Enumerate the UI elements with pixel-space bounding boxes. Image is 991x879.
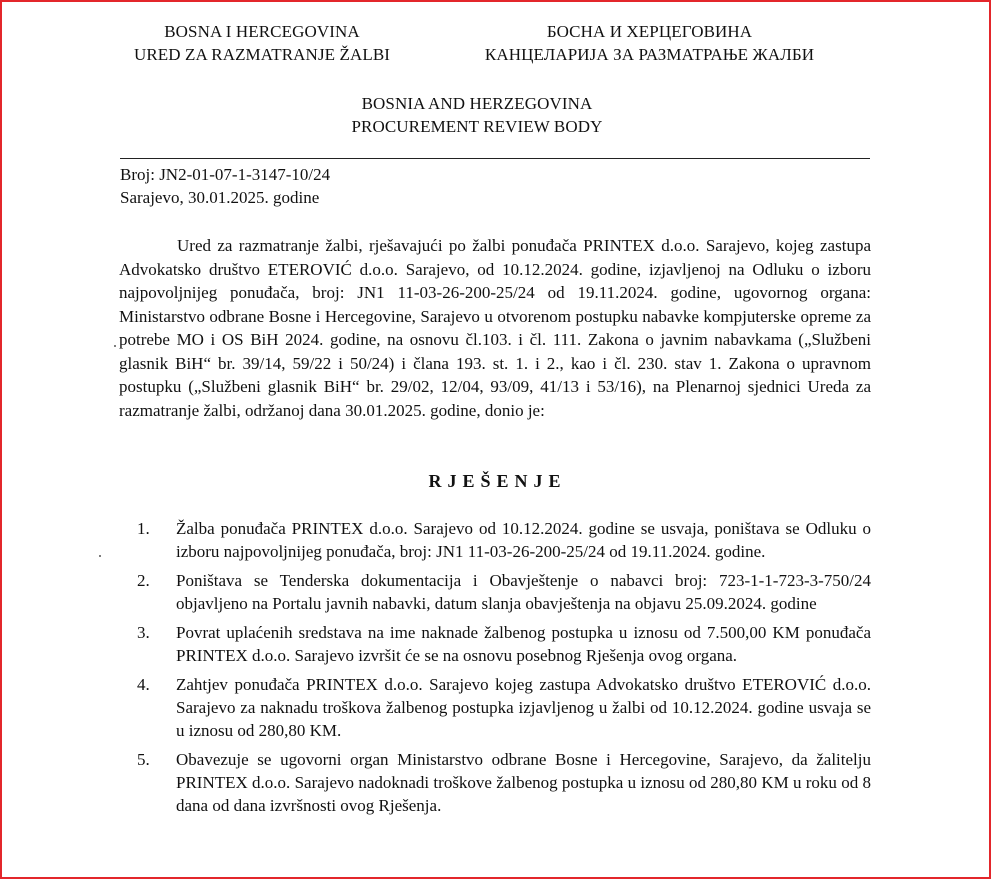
- item-number: 4.: [137, 675, 150, 694]
- item-text: Zahtjev ponuđača PRINTEX d.o.o. Sarajevo kojeg zastupa Advokatsko društvo ETEROVIĆ d.o.o. Sarajevo za naknadu troškova žalbenog postupka izjavljenog u žalbi od 10.12.2024. godine usvaja se u iznosu od 280,80 KM.: [176, 675, 871, 740]
- header-institution-cyrillic: КАНЦЕЛАРИЈА ЗА РАЗМАТРАЊЕ ЖАЛБИ: [484, 45, 815, 64]
- decision-item: [137, 517, 871, 563]
- scan-speck: [99, 555, 101, 557]
- decision-items-list: [137, 517, 871, 823]
- intro-paragraph: Ured za razmatranje žalbi, rješavajući po žalbi ponuđača PRINTEX d.o.o. Sarajevo, kojeg zastupa Advokatsko društvo ETEROVIĆ d.o.o. Sarajevo, od 10.12.2024. godine, izjavljenoj na Odluku o izboru najpovoljnijeg ponuđača, broj: JN1 11-03-26-200-25/24 od 19.11.2024. godine, ugovornog organa: Ministarstvo odbrane Bosne i Hercegovine, Sarajevo u otvorenom postupku nabavke kompjuterske opreme za potrebe MO i OS BiH 2024. godine, na osnovu čl.103. i čl. 111. Zakona o javnim nabavkama („Službeni glasnik BiH“ br. 39/14, 59/22 i 50/24) i člana 193. st. 1. i 2., kao i čl. 230. stav 1. Zakona o upravnom postupku („Službeni glasnik BiH“ br. 29/02, 12/04, 93/09, 41/13 i 53/16), na Plenarnoj sjednici Ureda za razmatranje žalbi, održanoj dana 30.01.2025. godine, donio je:: [119, 236, 871, 420]
- item-number: 5.: [137, 750, 150, 769]
- decision-item: [137, 673, 871, 742]
- document-meta: [120, 163, 330, 209]
- decision-item: [137, 748, 871, 817]
- header-country-cyrillic: БОСНА И ХЕРЦЕГОВИНА: [546, 22, 753, 41]
- header-institution-english: PROCUREMENT REVIEW BODY: [351, 117, 603, 136]
- header-institution-latin: URED ZA RAZMATRANJE ŽALBI: [133, 45, 391, 64]
- decision-title: RJEŠENJE: [428, 471, 567, 491]
- item-number: 2.: [137, 571, 150, 590]
- decision-item: [137, 569, 871, 615]
- header-country-english: BOSNIA AND HERZEGOVINA: [361, 94, 593, 113]
- header-cyrillic: [467, 20, 832, 66]
- item-text: Žalba ponuđača PRINTEX d.o.o. Sarajevo od 10.12.2024. godine se usvaja, poništava se Odluku o izboru najpovoljnijeg ponuđača, broj: JN1 11-03-26-200-25/24 od 19.11.2024. godine.: [176, 519, 871, 561]
- document-number: Broj: JN2-01-07-1-3147-10/24: [120, 165, 331, 184]
- document-place-date: Sarajevo, 30.01.2025. godine: [120, 188, 320, 207]
- item-text: Poništava se Tenderska dokumentacija i Obavještenje o nabavci broj: 723-1-1-723-3-750/24 objavljeno na Portalu javnih nabavki, datum slanja obavještenja na objavu 25.09.2024. godine: [176, 571, 871, 613]
- item-text: Povrat uplaćenih sredstava na ime naknade žalbenog postupka u iznosu od 7.500,00 KM ponuđača PRINTEX d.o.o. Sarajevo izvršit će se na osnovu posebnog Rješenja ovog organa.: [176, 623, 871, 665]
- decision-item: [137, 621, 871, 667]
- header-bosnian-latin: [102, 20, 422, 66]
- header-country-latin: BOSNA I HERCEGOVINA: [164, 22, 360, 41]
- header-divider: [120, 158, 870, 159]
- item-number: 3.: [137, 623, 150, 642]
- item-number: 1.: [137, 519, 150, 538]
- item-text: Obavezuje se ugovorni organ Ministarstvo odbrane Bosne i Hercegovine, Sarajevo, da žalitelju PRINTEX d.o.o. Sarajevo nadoknadi troškove žalbenog postupka u iznosu od 280,80 KM u roku od 8 dana od dana izvršnosti ovog Rješenja.: [176, 750, 871, 815]
- scan-speck: [114, 345, 116, 347]
- header-english: [302, 92, 652, 138]
